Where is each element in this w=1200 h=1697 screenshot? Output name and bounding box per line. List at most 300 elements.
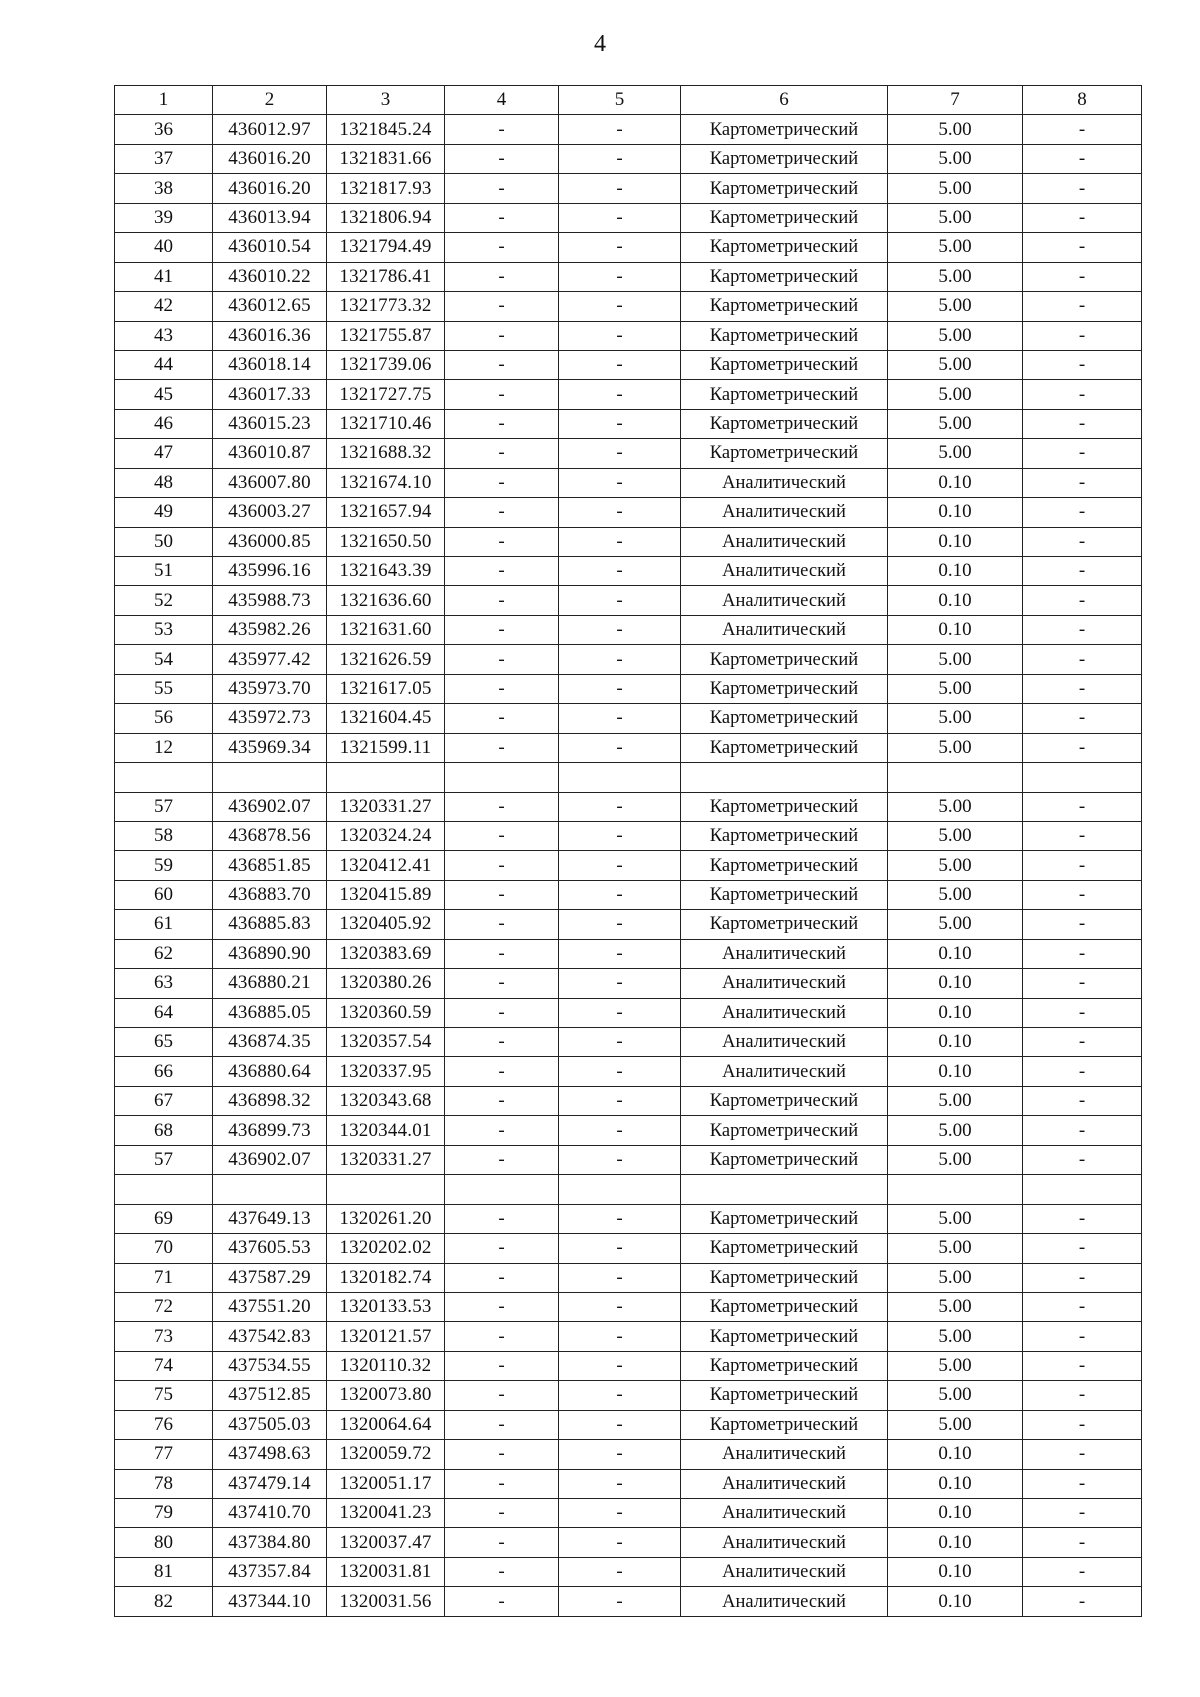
table-cell-col-4: - (445, 1587, 559, 1616)
table-cell-col-5: - (559, 262, 681, 291)
table-cell-col-2: 435973.70 (213, 674, 327, 703)
table-cell-col-2: 437542.83 (213, 1322, 327, 1351)
table-cell-col-1: 41 (115, 262, 213, 291)
table-cell-col-3: 1320041.23 (327, 1499, 445, 1528)
table-cell-col-8: - (1023, 733, 1142, 762)
table-cell-col-2: 436890.90 (213, 939, 327, 968)
table-cell-col-1: 71 (115, 1263, 213, 1292)
table-cell-col-3: 1320344.01 (327, 1116, 445, 1145)
table-cell-col-4: - (445, 615, 559, 644)
table-cell-col-2: 436010.54 (213, 233, 327, 262)
table-cell-col-1: 60 (115, 880, 213, 909)
page-number: 4 (594, 31, 606, 57)
table-row (115, 1469, 1142, 1498)
table-cell-col-2: 435988.73 (213, 586, 327, 615)
table-row (115, 821, 1142, 850)
table-cell-col-8: - (1023, 821, 1142, 850)
table-cell-col-6: Аналитический (681, 1028, 888, 1057)
table-cell-col-1: 77 (115, 1440, 213, 1469)
table-cell-col-3 (327, 763, 445, 792)
table-cell-col-5: - (559, 498, 681, 527)
table-cell-col-2: 437505.03 (213, 1410, 327, 1439)
table-cell-col-3: 1320405.92 (327, 910, 445, 939)
table-cell-col-6: Картометрический (681, 1351, 888, 1380)
table-cell-col-2: 436010.22 (213, 262, 327, 291)
table-row (115, 292, 1142, 321)
table-cell-col-4: - (445, 439, 559, 468)
table-cell-col-5: - (559, 998, 681, 1027)
table-cell-col-7: 5.00 (888, 380, 1023, 409)
table-cell-col-2: 436016.20 (213, 174, 327, 203)
table-cell-col-5 (559, 1175, 681, 1204)
table-row (115, 468, 1142, 497)
table-cell-col-3: 1321755.87 (327, 321, 445, 350)
table-cell-col-6: Картометрический (681, 1322, 888, 1351)
table-cell-col-1: 67 (115, 1086, 213, 1115)
table-cell-col-6 (681, 1175, 888, 1204)
table-cell-col-5: - (559, 1086, 681, 1115)
table-cell-col-5: - (559, 645, 681, 674)
table-cell-col-2: 437479.14 (213, 1469, 327, 1498)
table-cell-col-3: 1320064.64 (327, 1410, 445, 1439)
table-cell-col-3: 1321794.49 (327, 233, 445, 262)
table-cell-col-8: - (1023, 910, 1142, 939)
table-cell-col-3: 1321617.05 (327, 674, 445, 703)
table-cell-col-8: - (1023, 1204, 1142, 1233)
table-cell-col-7: 0.10 (888, 557, 1023, 586)
table-row (115, 792, 1142, 821)
table-row (115, 350, 1142, 379)
table-cell-col-4: - (445, 969, 559, 998)
table-cell-col-8: - (1023, 1557, 1142, 1586)
table-cell-col-4: - (445, 674, 559, 703)
table-row (115, 645, 1142, 674)
table-cell-col-6: Картометрический (681, 409, 888, 438)
table-cell-col-7: 5.00 (888, 1410, 1023, 1439)
table-cell-col-3: 1320324.24 (327, 821, 445, 850)
table-cell-col-2: 436883.70 (213, 880, 327, 909)
table-cell-col-4: - (445, 115, 559, 144)
table-cell-col-7: 0.10 (888, 969, 1023, 998)
table-cell-col-3: 1320383.69 (327, 939, 445, 968)
table-cell-col-2: 436902.07 (213, 792, 327, 821)
table-cell-col-1: 48 (115, 468, 213, 497)
table-cell-col-3: 1320343.68 (327, 1086, 445, 1115)
table-cell-col-7: 0.10 (888, 998, 1023, 1027)
table-cell-col-5: - (559, 144, 681, 173)
table-cell-col-7: 5.00 (888, 174, 1023, 203)
table-cell-col-6: Картометрический (681, 233, 888, 262)
table-row (115, 1086, 1142, 1115)
table-cell-col-3: 1320073.80 (327, 1381, 445, 1410)
table-row (115, 939, 1142, 968)
table-cell-col-8: - (1023, 350, 1142, 379)
table-cell-col-6: Картометрический (681, 380, 888, 409)
table-cell-col-6: Аналитический (681, 1587, 888, 1616)
table-cell-col-5: - (559, 380, 681, 409)
table-cell-col-1: 63 (115, 969, 213, 998)
table-cell-col-3: 1321643.39 (327, 557, 445, 586)
table-cell-col-6: Картометрический (681, 645, 888, 674)
table-cell-col-8: - (1023, 1528, 1142, 1557)
table-cell-col-2: 436013.94 (213, 203, 327, 232)
table-row (115, 1116, 1142, 1145)
table-cell-col-2: 437605.53 (213, 1234, 327, 1263)
table-cell-col-8: - (1023, 557, 1142, 586)
table-cell-col-7: 5.00 (888, 704, 1023, 733)
table-cell-col-1: 64 (115, 998, 213, 1027)
table-cell-col-7: 5.00 (888, 1351, 1023, 1380)
table-cell-col-2: 435982.26 (213, 615, 327, 644)
table-cell-col-2: 436902.07 (213, 1145, 327, 1174)
table-cell-col-4: - (445, 557, 559, 586)
table-cell-col-6: Картометрический (681, 1234, 888, 1263)
table-cell-col-8: - (1023, 1499, 1142, 1528)
table-cell-col-6 (681, 763, 888, 792)
table-cell-col-4: - (445, 468, 559, 497)
table-cell-col-3: 1321599.11 (327, 733, 445, 762)
table-cell-col-5: - (559, 939, 681, 968)
table-cell-col-7: 5.00 (888, 233, 1023, 262)
table-row (115, 1381, 1142, 1410)
table-cell-col-2: 437587.29 (213, 1263, 327, 1292)
table-cell-col-8: - (1023, 792, 1142, 821)
table-cell-col-6: Аналитический (681, 468, 888, 497)
table-cell-col-1: 79 (115, 1499, 213, 1528)
table-cell-col-3: 1320331.27 (327, 792, 445, 821)
table-cell-col-7: 5.00 (888, 1204, 1023, 1233)
table-cell-col-5: - (559, 468, 681, 497)
table-cell-col-6: Картометрический (681, 1116, 888, 1145)
table-row (115, 1175, 1142, 1204)
table-cell-col-7 (888, 1175, 1023, 1204)
table-cell-col-8: - (1023, 174, 1142, 203)
table-cell-col-8: - (1023, 674, 1142, 703)
table-cell-col-4: - (445, 998, 559, 1027)
table-cell-col-6: Аналитический (681, 1528, 888, 1557)
table-cell-col-7: 5.00 (888, 910, 1023, 939)
table-cell-col-1: 69 (115, 1204, 213, 1233)
table-cell-col-4: - (445, 1499, 559, 1528)
table-cell-col-2: 436016.20 (213, 144, 327, 173)
table-cell-col-6: Картометрический (681, 821, 888, 850)
table-cell-col-2: 435969.34 (213, 733, 327, 762)
table-cell-col-1: 81 (115, 1557, 213, 1586)
table-cell-col-6: Картометрический (681, 704, 888, 733)
table-cell-col-3: 1321739.06 (327, 350, 445, 379)
table-cell-col-8: - (1023, 704, 1142, 733)
table-cell-col-6: Картометрический (681, 292, 888, 321)
column-header-6: 6 (681, 86, 888, 115)
table-cell-col-4: - (445, 851, 559, 880)
table-cell-col-8: - (1023, 115, 1142, 144)
table-cell-col-8: - (1023, 203, 1142, 232)
table-cell-col-1: 52 (115, 586, 213, 615)
table-cell-col-7 (888, 763, 1023, 792)
table-cell-col-2: 436898.32 (213, 1086, 327, 1115)
table-cell-col-3: 1320182.74 (327, 1263, 445, 1292)
table-cell-col-6: Картометрический (681, 174, 888, 203)
table-cell-col-2: 437410.70 (213, 1499, 327, 1528)
table-cell-col-7: 0.10 (888, 1469, 1023, 1498)
table-cell-col-7: 5.00 (888, 1145, 1023, 1174)
table-cell-col-5: - (559, 586, 681, 615)
table-cell-col-8: - (1023, 1263, 1142, 1292)
table-cell-col-8: - (1023, 1440, 1142, 1469)
table-cell-col-7: 5.00 (888, 880, 1023, 909)
table-cell-col-2: 436899.73 (213, 1116, 327, 1145)
table-row (115, 733, 1142, 762)
table-cell-col-6: Картометрический (681, 1292, 888, 1321)
table-cell-col-3: 1321636.60 (327, 586, 445, 615)
table-cell-col-3: 1321674.10 (327, 468, 445, 497)
table-cell-col-7: 0.10 (888, 468, 1023, 497)
table-cell-col-6: Картометрический (681, 1204, 888, 1233)
table-row (115, 527, 1142, 556)
table-cell-col-4: - (445, 1057, 559, 1086)
table-cell-col-8: - (1023, 468, 1142, 497)
table-cell-col-8: - (1023, 1587, 1142, 1616)
table-cell-col-6: Аналитический (681, 615, 888, 644)
table-row (115, 1557, 1142, 1586)
table-cell-col-3: 1320133.53 (327, 1292, 445, 1321)
table-cell-col-2: 436012.65 (213, 292, 327, 321)
table-cell-col-1 (115, 1175, 213, 1204)
table-cell-col-5: - (559, 674, 681, 703)
table-cell-col-5: - (559, 1381, 681, 1410)
table-cell-col-3: 1321688.32 (327, 439, 445, 468)
table-cell-col-1: 39 (115, 203, 213, 232)
table-cell-col-6: Картометрический (681, 203, 888, 232)
table-cell-col-8: - (1023, 645, 1142, 674)
column-header-1: 1 (115, 86, 213, 115)
table-cell-col-4: - (445, 527, 559, 556)
table-cell-col-1: 54 (115, 645, 213, 674)
table-row (115, 1322, 1142, 1351)
table-row (115, 1499, 1142, 1528)
table-cell-col-5 (559, 763, 681, 792)
table-cell-col-1: 57 (115, 1145, 213, 1174)
table-cell-col-4: - (445, 380, 559, 409)
table-cell-col-2: 435972.73 (213, 704, 327, 733)
table-cell-col-8 (1023, 763, 1142, 792)
table-cell-col-6: Аналитический (681, 998, 888, 1027)
table-cell-col-7: 0.10 (888, 1499, 1023, 1528)
table-cell-col-6: Аналитический (681, 586, 888, 615)
table-cell-col-5: - (559, 821, 681, 850)
table-row (115, 262, 1142, 291)
table-cell-col-8: - (1023, 1351, 1142, 1380)
table-cell-col-7: 5.00 (888, 262, 1023, 291)
table-row (115, 321, 1142, 350)
table-cell-col-5: - (559, 1234, 681, 1263)
table-cell-col-3: 1321650.50 (327, 527, 445, 556)
table-cell-col-6: Картометрический (681, 115, 888, 144)
table-cell-col-5: - (559, 1116, 681, 1145)
table-cell-col-2: 436880.64 (213, 1057, 327, 1086)
table-cell-col-4: - (445, 1086, 559, 1115)
table-cell-col-7: 0.10 (888, 498, 1023, 527)
table-cell-col-4: - (445, 586, 559, 615)
table-cell-col-6: Картометрический (681, 851, 888, 880)
table-cell-col-7: 5.00 (888, 350, 1023, 379)
table-cell-col-6: Картометрический (681, 350, 888, 379)
table-cell-col-4: - (445, 144, 559, 173)
table-cell-col-8: - (1023, 1410, 1142, 1439)
table-cell-col-4: - (445, 292, 559, 321)
table-cell-col-6: Картометрический (681, 733, 888, 762)
table-cell-col-2: 437498.63 (213, 1440, 327, 1469)
table-cell-col-5: - (559, 527, 681, 556)
table-cell-col-5: - (559, 174, 681, 203)
table-cell-col-5: - (559, 910, 681, 939)
table-cell-col-5: - (559, 1410, 681, 1439)
table-cell-col-2: 436885.83 (213, 910, 327, 939)
table-cell-col-3: 1321817.93 (327, 174, 445, 203)
table-cell-col-1: 37 (115, 144, 213, 173)
table-cell-col-3: 1321604.45 (327, 704, 445, 733)
table-cell-col-7: 5.00 (888, 645, 1023, 674)
table-cell-col-6: Картометрический (681, 1263, 888, 1292)
table-cell-col-3: 1320331.27 (327, 1145, 445, 1174)
table-cell-col-8: - (1023, 880, 1142, 909)
table-cell-col-1: 76 (115, 1410, 213, 1439)
table-cell-col-8: - (1023, 262, 1142, 291)
column-header-2: 2 (213, 86, 327, 115)
coordinates-table (114, 85, 1142, 1617)
table-cell-col-6: Аналитический (681, 557, 888, 586)
table-cell-col-7: 0.10 (888, 527, 1023, 556)
table-cell-col-6: Аналитический (681, 1557, 888, 1586)
table-cell-col-3: 1321831.66 (327, 144, 445, 173)
table-cell-col-5: - (559, 350, 681, 379)
table-cell-col-4: - (445, 1440, 559, 1469)
table-row (115, 115, 1142, 144)
table-cell-col-8: - (1023, 292, 1142, 321)
table-cell-col-5: - (559, 321, 681, 350)
table-cell-col-5: - (559, 1263, 681, 1292)
table-row (115, 1057, 1142, 1086)
table-cell-col-5: - (559, 969, 681, 998)
table-cell-col-3: 1320051.17 (327, 1469, 445, 1498)
table-cell-col-2: 437534.55 (213, 1351, 327, 1380)
table-cell-col-6: Картометрический (681, 1145, 888, 1174)
table-cell-col-8: - (1023, 439, 1142, 468)
table-cell-col-6: Аналитический (681, 1499, 888, 1528)
table-cell-col-2: 435977.42 (213, 645, 327, 674)
table-row (115, 880, 1142, 909)
table-cell-col-7: 5.00 (888, 292, 1023, 321)
table-cell-col-8: - (1023, 321, 1142, 350)
table-cell-col-3: 1320121.57 (327, 1322, 445, 1351)
table-cell-col-5: - (559, 1557, 681, 1586)
table-cell-col-2: 437384.80 (213, 1528, 327, 1557)
table-row (115, 1528, 1142, 1557)
table-cell-col-6: Картометрический (681, 792, 888, 821)
table-cell-col-4: - (445, 1410, 559, 1439)
table-cell-col-3: 1320059.72 (327, 1440, 445, 1469)
table-cell-col-1: 36 (115, 115, 213, 144)
table-cell-col-1: 65 (115, 1028, 213, 1057)
table-cell-col-6: Картометрический (681, 674, 888, 703)
table-cell-col-1: 44 (115, 350, 213, 379)
table-cell-col-5: - (559, 615, 681, 644)
table-cell-col-1: 73 (115, 1322, 213, 1351)
table-cell-col-1: 62 (115, 939, 213, 968)
table-cell-col-1: 45 (115, 380, 213, 409)
column-header-7: 7 (888, 86, 1023, 115)
table-cell-col-7: 5.00 (888, 1234, 1023, 1263)
table-row (115, 1263, 1142, 1292)
table-row (115, 998, 1142, 1027)
table-row (115, 1410, 1142, 1439)
table-cell-col-7: 5.00 (888, 439, 1023, 468)
table-cell-col-8: - (1023, 851, 1142, 880)
table-cell-col-2: 436015.23 (213, 409, 327, 438)
table-row (115, 174, 1142, 203)
table-cell-col-5: - (559, 1469, 681, 1498)
table-cell-col-8: - (1023, 1086, 1142, 1115)
table-cell-col-4: - (445, 645, 559, 674)
table-cell-col-6: Аналитический (681, 527, 888, 556)
table-cell-col-7: 5.00 (888, 674, 1023, 703)
table-cell-col-3: 1320037.47 (327, 1528, 445, 1557)
table-cell-col-8: - (1023, 233, 1142, 262)
table-cell-col-3: 1320360.59 (327, 998, 445, 1027)
table-cell-col-3: 1320261.20 (327, 1204, 445, 1233)
table-cell-col-4: - (445, 1028, 559, 1057)
table-cell-col-8: - (1023, 409, 1142, 438)
table-cell-col-1 (115, 763, 213, 792)
table-cell-col-4: - (445, 1263, 559, 1292)
table-cell-col-6: Картометрический (681, 439, 888, 468)
table-cell-col-7: 5.00 (888, 1086, 1023, 1115)
table-cell-col-3: 1321631.60 (327, 615, 445, 644)
table-body (115, 115, 1142, 1616)
table-cell-col-2: 436012.97 (213, 115, 327, 144)
table-cell-col-4: - (445, 880, 559, 909)
table-cell-col-1: 12 (115, 733, 213, 762)
table-cell-col-2: 436851.85 (213, 851, 327, 880)
table-header (115, 86, 1142, 115)
table-cell-col-2: 436017.33 (213, 380, 327, 409)
table-cell-col-4: - (445, 1116, 559, 1145)
table-cell-col-2: 437649.13 (213, 1204, 327, 1233)
table-cell-col-1: 68 (115, 1116, 213, 1145)
table-cell-col-2: 437344.10 (213, 1587, 327, 1616)
table-row (115, 615, 1142, 644)
table-cell-col-6: Аналитический (681, 498, 888, 527)
table-cell-col-5: - (559, 1351, 681, 1380)
table-cell-col-1: 50 (115, 527, 213, 556)
table-cell-col-5: - (559, 1028, 681, 1057)
table-cell-col-1: 74 (115, 1351, 213, 1380)
table-cell-col-3: 1321710.46 (327, 409, 445, 438)
table-cell-col-5: - (559, 233, 681, 262)
table-cell-col-1: 49 (115, 498, 213, 527)
table-cell-col-4: - (445, 910, 559, 939)
table-cell-col-8: - (1023, 498, 1142, 527)
table-row (115, 498, 1142, 527)
table-cell-col-8: - (1023, 1469, 1142, 1498)
table-cell-col-1: 56 (115, 704, 213, 733)
table-cell-col-3: 1321845.24 (327, 115, 445, 144)
table-cell-col-7: 5.00 (888, 792, 1023, 821)
table-cell-col-6: Аналитический (681, 969, 888, 998)
table-cell-col-7: 5.00 (888, 115, 1023, 144)
table-cell-col-4: - (445, 1322, 559, 1351)
table-cell-col-1: 66 (115, 1057, 213, 1086)
